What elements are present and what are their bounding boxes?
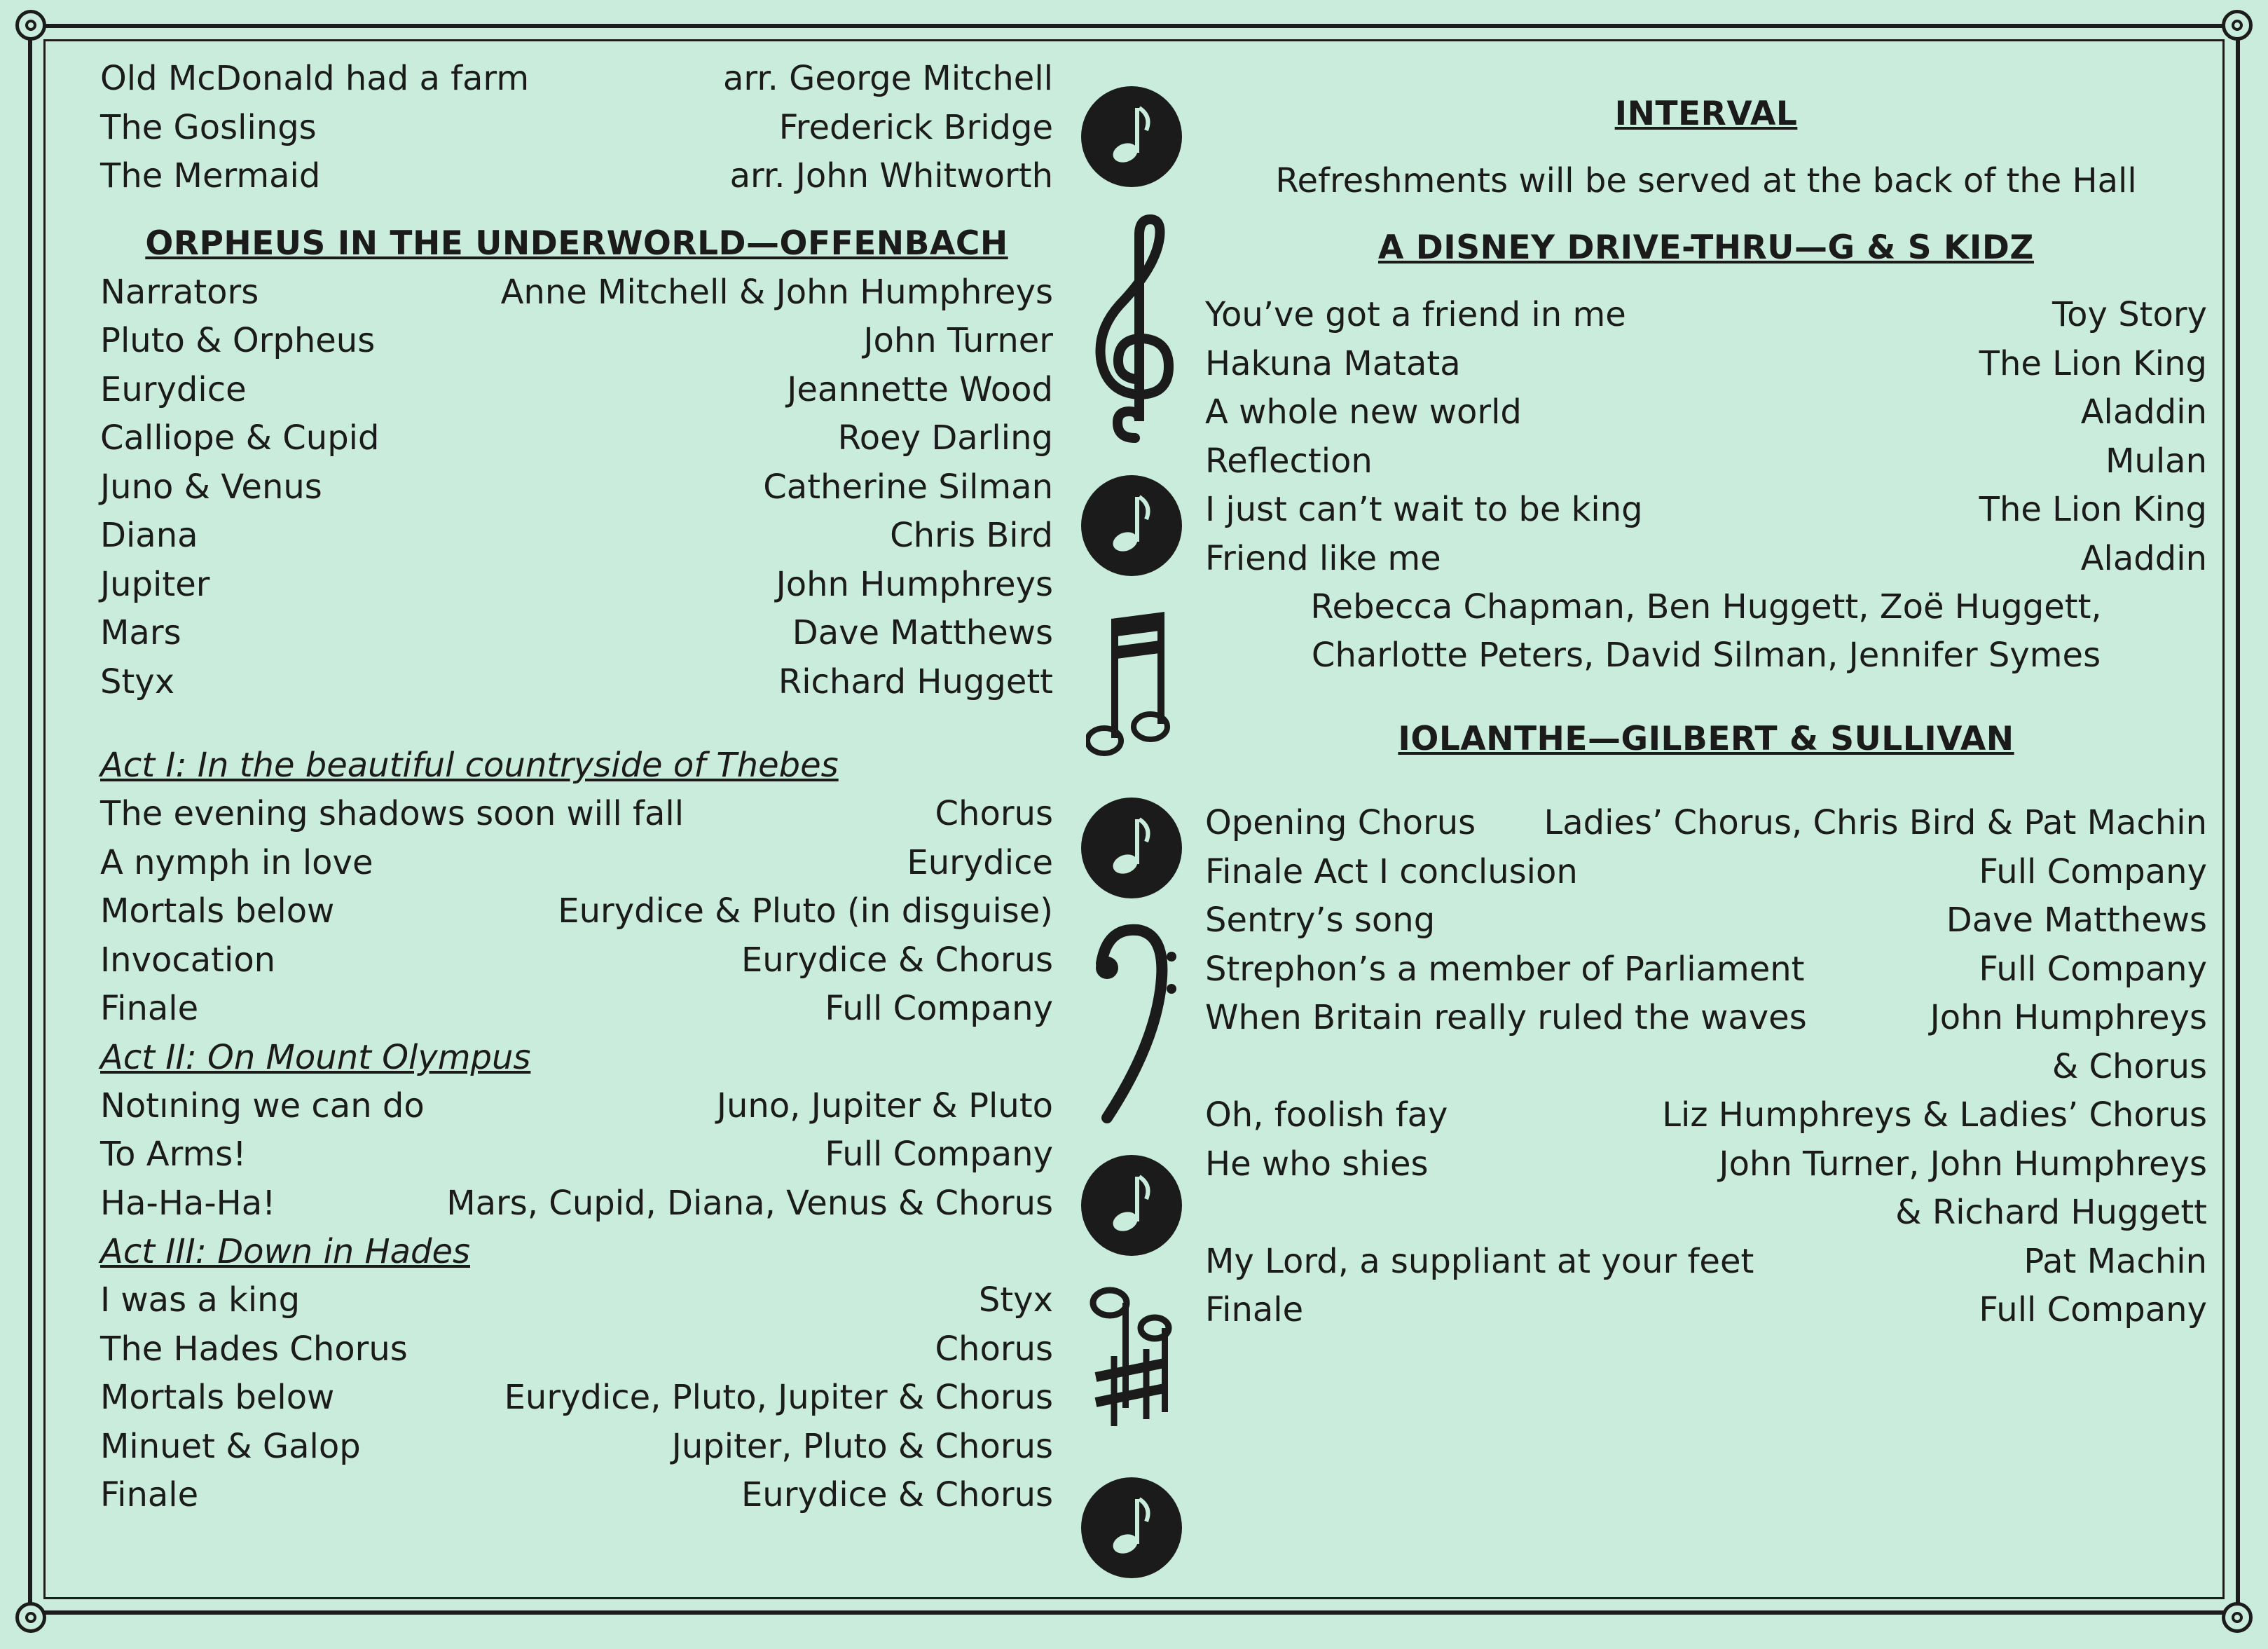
role: Eurydice xyxy=(100,369,247,409)
role: Pluto & Orpheus xyxy=(100,321,376,360)
performer: Roey Darling xyxy=(837,418,1053,458)
song-credit: Chorus xyxy=(935,1329,1053,1369)
list-item xyxy=(100,1276,1053,1325)
song-credit: Full Company xyxy=(1979,949,2207,989)
song-title: Minuet & Galop xyxy=(100,1426,361,1466)
song-title: Opening Chorus xyxy=(1205,803,1476,842)
song-title: The Mermaid xyxy=(100,156,321,196)
song-title: When Britain really ruled the waves xyxy=(1205,998,1807,1037)
corner-ornament-icon xyxy=(2222,1602,2253,1633)
cast-row xyxy=(100,512,1053,561)
song-credit: Full Company xyxy=(825,989,1053,1028)
song-title: A whole new world xyxy=(1205,392,1522,432)
treble-clef-icon xyxy=(1072,214,1191,445)
song-title: The Hades Chorus xyxy=(100,1329,408,1369)
song-title: Notıning we can do xyxy=(100,1086,425,1125)
song-credit: Eurydice & Chorus xyxy=(741,940,1053,980)
list-item xyxy=(100,790,1053,839)
list-item-continuation xyxy=(1205,1043,2207,1092)
kidz-performers-line-1: Rebecca Chapman, Ben Huggett, Zoë Huggett, xyxy=(1310,587,2102,627)
song-credit: Dave Matthews xyxy=(1946,901,2207,940)
list-item xyxy=(100,1130,1053,1179)
song-title: The Goslings xyxy=(100,107,317,147)
orpheus-heading: ORPHEUS IN THE UNDERWORLD—OFFENBACH xyxy=(145,224,1008,263)
list-item xyxy=(100,887,1053,936)
song-title: You’ve got a friend in me xyxy=(1205,295,1626,334)
cast-row xyxy=(100,658,1053,707)
song-title: Mortals below xyxy=(100,1378,335,1417)
list-item xyxy=(1205,291,2207,340)
quarter-note-disc-icon xyxy=(1072,84,1191,189)
performer: John Turner xyxy=(863,321,1053,360)
list-item xyxy=(100,1082,1053,1131)
role: Narrators xyxy=(100,272,259,312)
song-credit: The Lion King xyxy=(1979,343,2207,383)
act3-title: Act III: Down in Hades xyxy=(100,1232,470,1271)
song-credit: John Turner, John Humphreys xyxy=(1719,1144,2207,1184)
song-credit: John Humphreys xyxy=(1930,998,2207,1037)
corner-ornament-icon xyxy=(2222,10,2253,41)
song-title: Old McDonald had a farm xyxy=(100,59,530,98)
list-item xyxy=(100,55,1053,104)
role: Mars xyxy=(100,613,181,652)
song-title: I was a king xyxy=(100,1280,301,1320)
performer: Dave Matthews xyxy=(792,613,1053,652)
act3-list xyxy=(100,1276,1053,1520)
song-title: Sentry’s song xyxy=(1205,901,1436,940)
list-item xyxy=(100,839,1053,888)
list-item xyxy=(1205,799,2207,848)
music-symbol-column xyxy=(1072,84,1191,1570)
performer: Catherine Silman xyxy=(763,467,1053,507)
song-credit: Ladies’ Chorus, Chris Bird & Pat Machin xyxy=(1544,803,2207,842)
song-credit: Liz Humphreys & Ladies’ Chorus xyxy=(1662,1095,2207,1135)
song-title: Finale xyxy=(1205,1290,1304,1329)
song-title: He who shies xyxy=(1205,1144,1429,1184)
right-column xyxy=(1205,55,2207,1335)
act2-list xyxy=(100,1082,1053,1229)
list-item xyxy=(100,152,1053,201)
song-title: A nymph in love xyxy=(100,842,373,882)
iolanthe-list xyxy=(1205,799,2207,1335)
quarter-note-disc-icon xyxy=(1072,1153,1191,1258)
list-item xyxy=(1205,486,2207,535)
song-title: Hakuna Matata xyxy=(1205,343,1461,383)
quarter-note-disc-icon xyxy=(1072,795,1191,901)
cast-row xyxy=(100,317,1053,366)
disney-heading: A DISNEY DRIVE-THRU—G & S KIDZ xyxy=(1378,228,2034,267)
song-title: Ha-Ha-Ha! xyxy=(100,1183,276,1223)
act1-title: Act I: In the beautiful countryside of Thebes xyxy=(100,746,839,785)
list-item xyxy=(100,936,1053,985)
cast-row xyxy=(100,366,1053,415)
interval-heading: INTERVAL xyxy=(1614,95,1798,133)
song-credit: & Richard Huggett xyxy=(1895,1193,2207,1232)
performer: Jeannette Wood xyxy=(787,369,1053,409)
role: Jupiter xyxy=(100,564,210,604)
list-item xyxy=(1205,896,2207,945)
song-credit: Pat Machin xyxy=(2023,1241,2207,1281)
song-credit: Eurydice & Chorus xyxy=(741,1475,1053,1514)
song-credit: Mulan xyxy=(2105,441,2207,481)
song-title: Invocation xyxy=(100,940,276,980)
bass-clef-icon xyxy=(1072,922,1191,1132)
intro-list xyxy=(100,55,1053,201)
quarter-note-disc-icon xyxy=(1072,473,1191,578)
cast-row xyxy=(100,463,1053,512)
song-credit: Jupiter, Pluto & Chorus xyxy=(671,1426,1053,1466)
list-item xyxy=(1205,1286,2207,1335)
song-credit: & Chorus xyxy=(2051,1046,2207,1086)
list-item xyxy=(1205,1238,2207,1287)
performer: Richard Huggett xyxy=(778,662,1053,702)
role: Styx xyxy=(100,662,175,702)
song-title: Reflection xyxy=(1205,441,1373,481)
list-item xyxy=(1205,848,2207,897)
list-item xyxy=(100,1374,1053,1423)
cast-row xyxy=(100,609,1053,658)
song-title: I just can’t wait to be king xyxy=(1205,490,1643,529)
cast-list xyxy=(100,268,1053,707)
sharp-note-icon xyxy=(1072,1279,1191,1433)
corner-ornament-icon xyxy=(15,1602,46,1633)
song-credit: Full Company xyxy=(1979,1290,2207,1329)
list-item xyxy=(1205,388,2207,437)
cast-row xyxy=(100,268,1053,317)
role: Juno & Venus xyxy=(100,467,322,507)
song-credit: Styx xyxy=(978,1280,1053,1320)
song-credit: Eurydice xyxy=(907,842,1053,882)
song-title: Finale xyxy=(100,989,199,1028)
left-column xyxy=(100,55,1053,1520)
disney-list xyxy=(1205,291,2207,583)
performer: John Humphreys xyxy=(776,564,1053,604)
list-item xyxy=(100,985,1053,1034)
song-credit: Frederick Bridge xyxy=(778,107,1053,147)
role: Diana xyxy=(100,516,198,555)
song-credit: Full Company xyxy=(1979,851,2207,891)
song-credit: Aladdin xyxy=(2080,392,2207,432)
list-item-continuation xyxy=(1205,1189,2207,1238)
performer: Anne Mitchell & John Humphreys xyxy=(500,272,1053,312)
list-item xyxy=(1205,1140,2207,1189)
song-credit: arr. George Mitchell xyxy=(723,59,1053,98)
corner-ornament-icon xyxy=(15,10,46,41)
iolanthe-heading: IOLANTHE—GILBERT & SULLIVAN xyxy=(1398,720,2014,758)
song-credit: Chorus xyxy=(935,794,1053,833)
song-credit: Eurydice & Pluto (in disguise) xyxy=(558,891,1053,931)
song-title: Mortals below xyxy=(100,891,335,931)
cast-row xyxy=(100,414,1053,463)
song-title: Strephon’s a member of Parliament xyxy=(1205,949,1805,989)
song-credit: Aladdin xyxy=(2080,538,2207,578)
song-title: Oh, foolish fay xyxy=(1205,1095,1448,1135)
song-title: Finale xyxy=(100,1475,199,1514)
song-title: To Arms! xyxy=(100,1135,247,1174)
song-title: Friend like me xyxy=(1205,538,1441,578)
list-item xyxy=(1205,437,2207,486)
beamed-notes-icon xyxy=(1072,606,1191,760)
song-title: Finale Act I conclusion xyxy=(1205,851,1578,891)
performer: Chris Bird xyxy=(890,516,1053,555)
song-credit: The Lion King xyxy=(1979,490,2207,529)
song-credit: Eurydice, Pluto, Jupiter & Chorus xyxy=(504,1378,1053,1417)
list-item xyxy=(1205,340,2207,389)
list-item xyxy=(100,1179,1053,1229)
list-item xyxy=(100,1423,1053,1472)
song-credit: arr. John Whitworth xyxy=(729,156,1053,196)
list-item xyxy=(100,104,1053,153)
list-item xyxy=(1205,994,2207,1043)
song-credit: Toy Story xyxy=(2052,295,2207,334)
refreshments-note: Refreshments will be served at the back of the Hall xyxy=(1275,161,2137,200)
song-credit: Mars, Cupid, Diana, Venus & Chorus xyxy=(446,1183,1053,1223)
act2-title: Act II: On Mount Olympus xyxy=(100,1037,531,1077)
list-item xyxy=(100,1471,1053,1520)
song-title: My Lord, a suppliant at your feet xyxy=(1205,1241,1754,1281)
song-credit: Juno, Jupiter & Pluto xyxy=(716,1086,1053,1125)
song-title: The evening shadows soon will fall xyxy=(100,794,685,833)
list-item xyxy=(1205,945,2207,994)
role: Calliope & Cupid xyxy=(100,418,380,458)
kidz-performers-line-2: Charlotte Peters, David Silman, Jennifer Symes xyxy=(1311,636,2101,675)
list-item xyxy=(100,1325,1053,1374)
list-item xyxy=(1205,535,2207,584)
list-item xyxy=(1205,1091,2207,1140)
cast-row xyxy=(100,561,1053,610)
act1-list xyxy=(100,790,1053,1034)
song-credit: Full Company xyxy=(825,1135,1053,1174)
quarter-note-disc-icon xyxy=(1072,1475,1191,1580)
